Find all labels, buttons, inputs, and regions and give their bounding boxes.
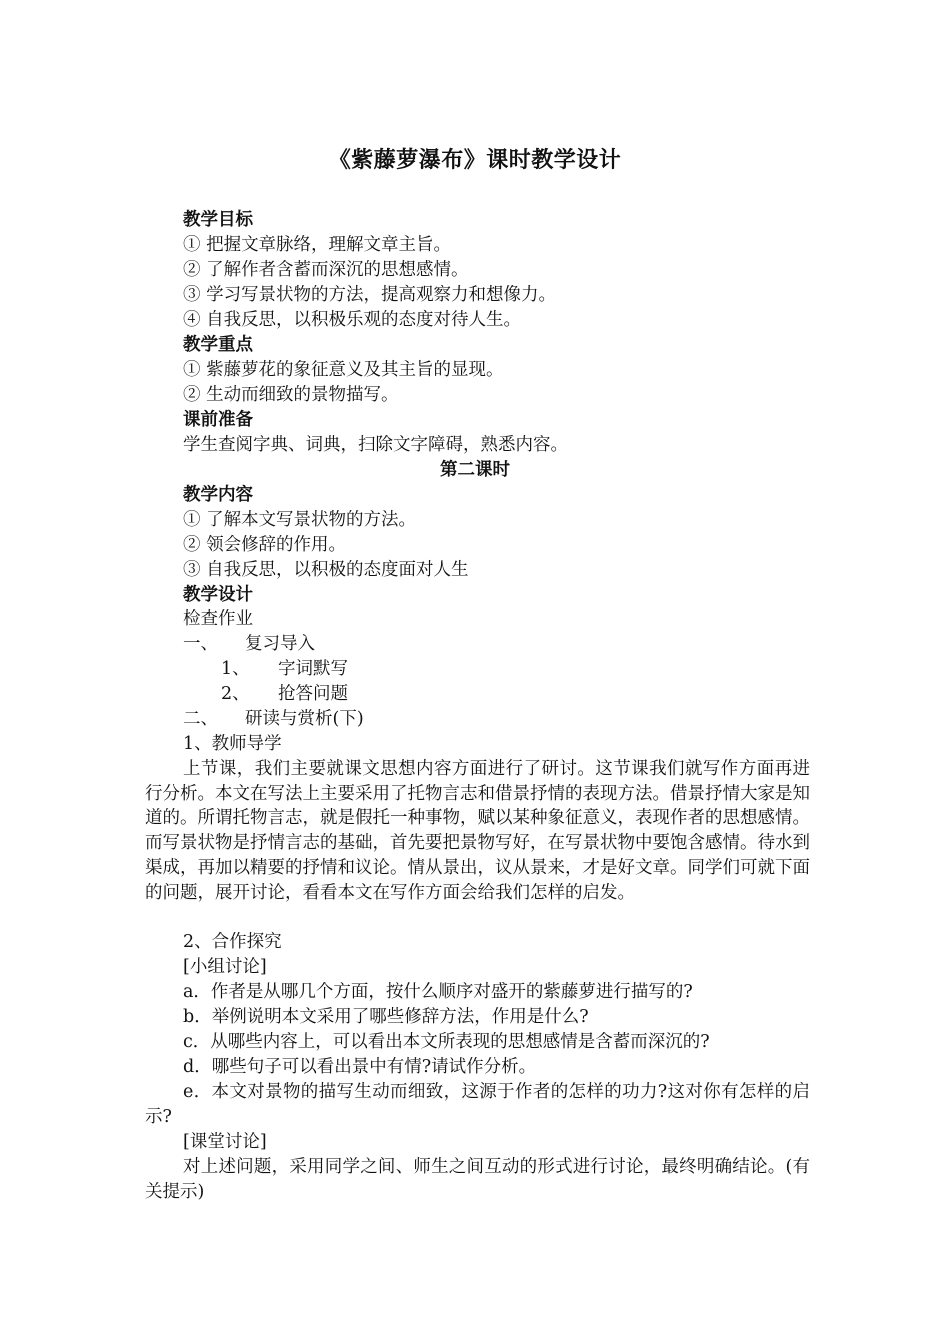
section-title: 复习导入: [245, 634, 315, 654]
class-discussion-paragraph: 对上述问题，采用同学之间、师生之间互动的形式进行讨论，最终明确结论。(有关提示): [145, 1157, 810, 1202]
question-item: e．本文对景物的描写生动而细致，这源于作者的怎样的功力?这对你有怎样的启示?: [145, 1082, 810, 1127]
guide-paragraph: 上节课，我们主要就课文思想内容方面进行了研讨。这节课我们就写作方面再进行分析。本文在写法上主要采用了托物言志和借景抒情的表现方法。借景抒情大家是知道的。所谓托物言志，就是假托一种事物，赋以某种象征意义，表现作者的思想感情。而写景状物是抒情言志的基础，首先要把景物写好，在写景状物中要饱含感情。待水到渠成，再加以精要的抒情和议论。情从景出，议从景来，才是好文章。同学们可就下面的问题，展开讨论，看看本文在写作方面会给我们怎样的启发。: [145, 759, 810, 903]
content-item: ③ 自我反思，以积极的态度面对人生: [183, 560, 469, 580]
coop-heading: 2、合作探究: [183, 932, 282, 952]
focus-item: ① 紫藤萝花的象征意义及其主旨的显现。: [183, 360, 504, 380]
subsection-number: 1、: [221, 659, 250, 679]
goal-item: ③ 学习写景状物的方法，提高观察力和想像力。: [183, 285, 557, 305]
goals-heading: 教学目标: [183, 210, 253, 230]
question-item: b．举例说明本文采用了哪些修辞方法，作用是什么?: [183, 1007, 589, 1027]
section-title: 研读与赏析(下): [245, 709, 364, 729]
check-homework: 检查作业: [183, 609, 253, 629]
section-number: 一、: [183, 634, 218, 654]
goal-item: ① 把握文章脉络，理解文章主旨。: [183, 235, 452, 255]
question-item: c．从哪些内容上，可以看出本文所表现的思想感情是含蓄而深沉的?: [183, 1032, 710, 1052]
focus-heading: 教学重点: [183, 335, 253, 355]
subsection-title: 字词默写: [278, 659, 348, 679]
page-title: 《紫藤萝瀑布》课时教学设计: [328, 147, 622, 173]
design-heading: 教学设计: [183, 585, 253, 605]
content-item: ① 了解本文写景状物的方法。: [183, 510, 417, 530]
section-number: 二、: [183, 709, 218, 729]
class-discussion-label: [课堂讨论]: [183, 1132, 267, 1152]
content-heading: 教学内容: [183, 485, 253, 505]
prep-heading: 课前准备: [183, 410, 253, 430]
subsection-number: 2、: [221, 684, 250, 704]
content-item: ② 领会修辞的作用。: [183, 535, 347, 555]
goal-item: ② 了解作者含蓄而深沉的思想感情。: [183, 260, 469, 280]
lesson-heading: 第二课时: [440, 460, 510, 480]
question-item: d．哪些句子可以看出景中有情?请试作分析。: [183, 1057, 537, 1077]
subsection-title: 抢答问题: [278, 684, 348, 704]
guide-heading: 1、教师导学: [183, 734, 282, 754]
prep-text: 学生查阅字典、词典，扫除文字障碍，熟悉内容。: [183, 435, 568, 455]
goal-item: ④ 自我反思，以积极乐观的态度对待人生。: [183, 310, 522, 330]
question-item: a．作者是从哪几个方面，按什么顺序对盛开的紫藤萝进行描写的?: [183, 982, 693, 1002]
group-discussion-label: [小组讨论]: [183, 957, 267, 977]
focus-item: ② 生动而细致的景物描写。: [183, 385, 399, 405]
